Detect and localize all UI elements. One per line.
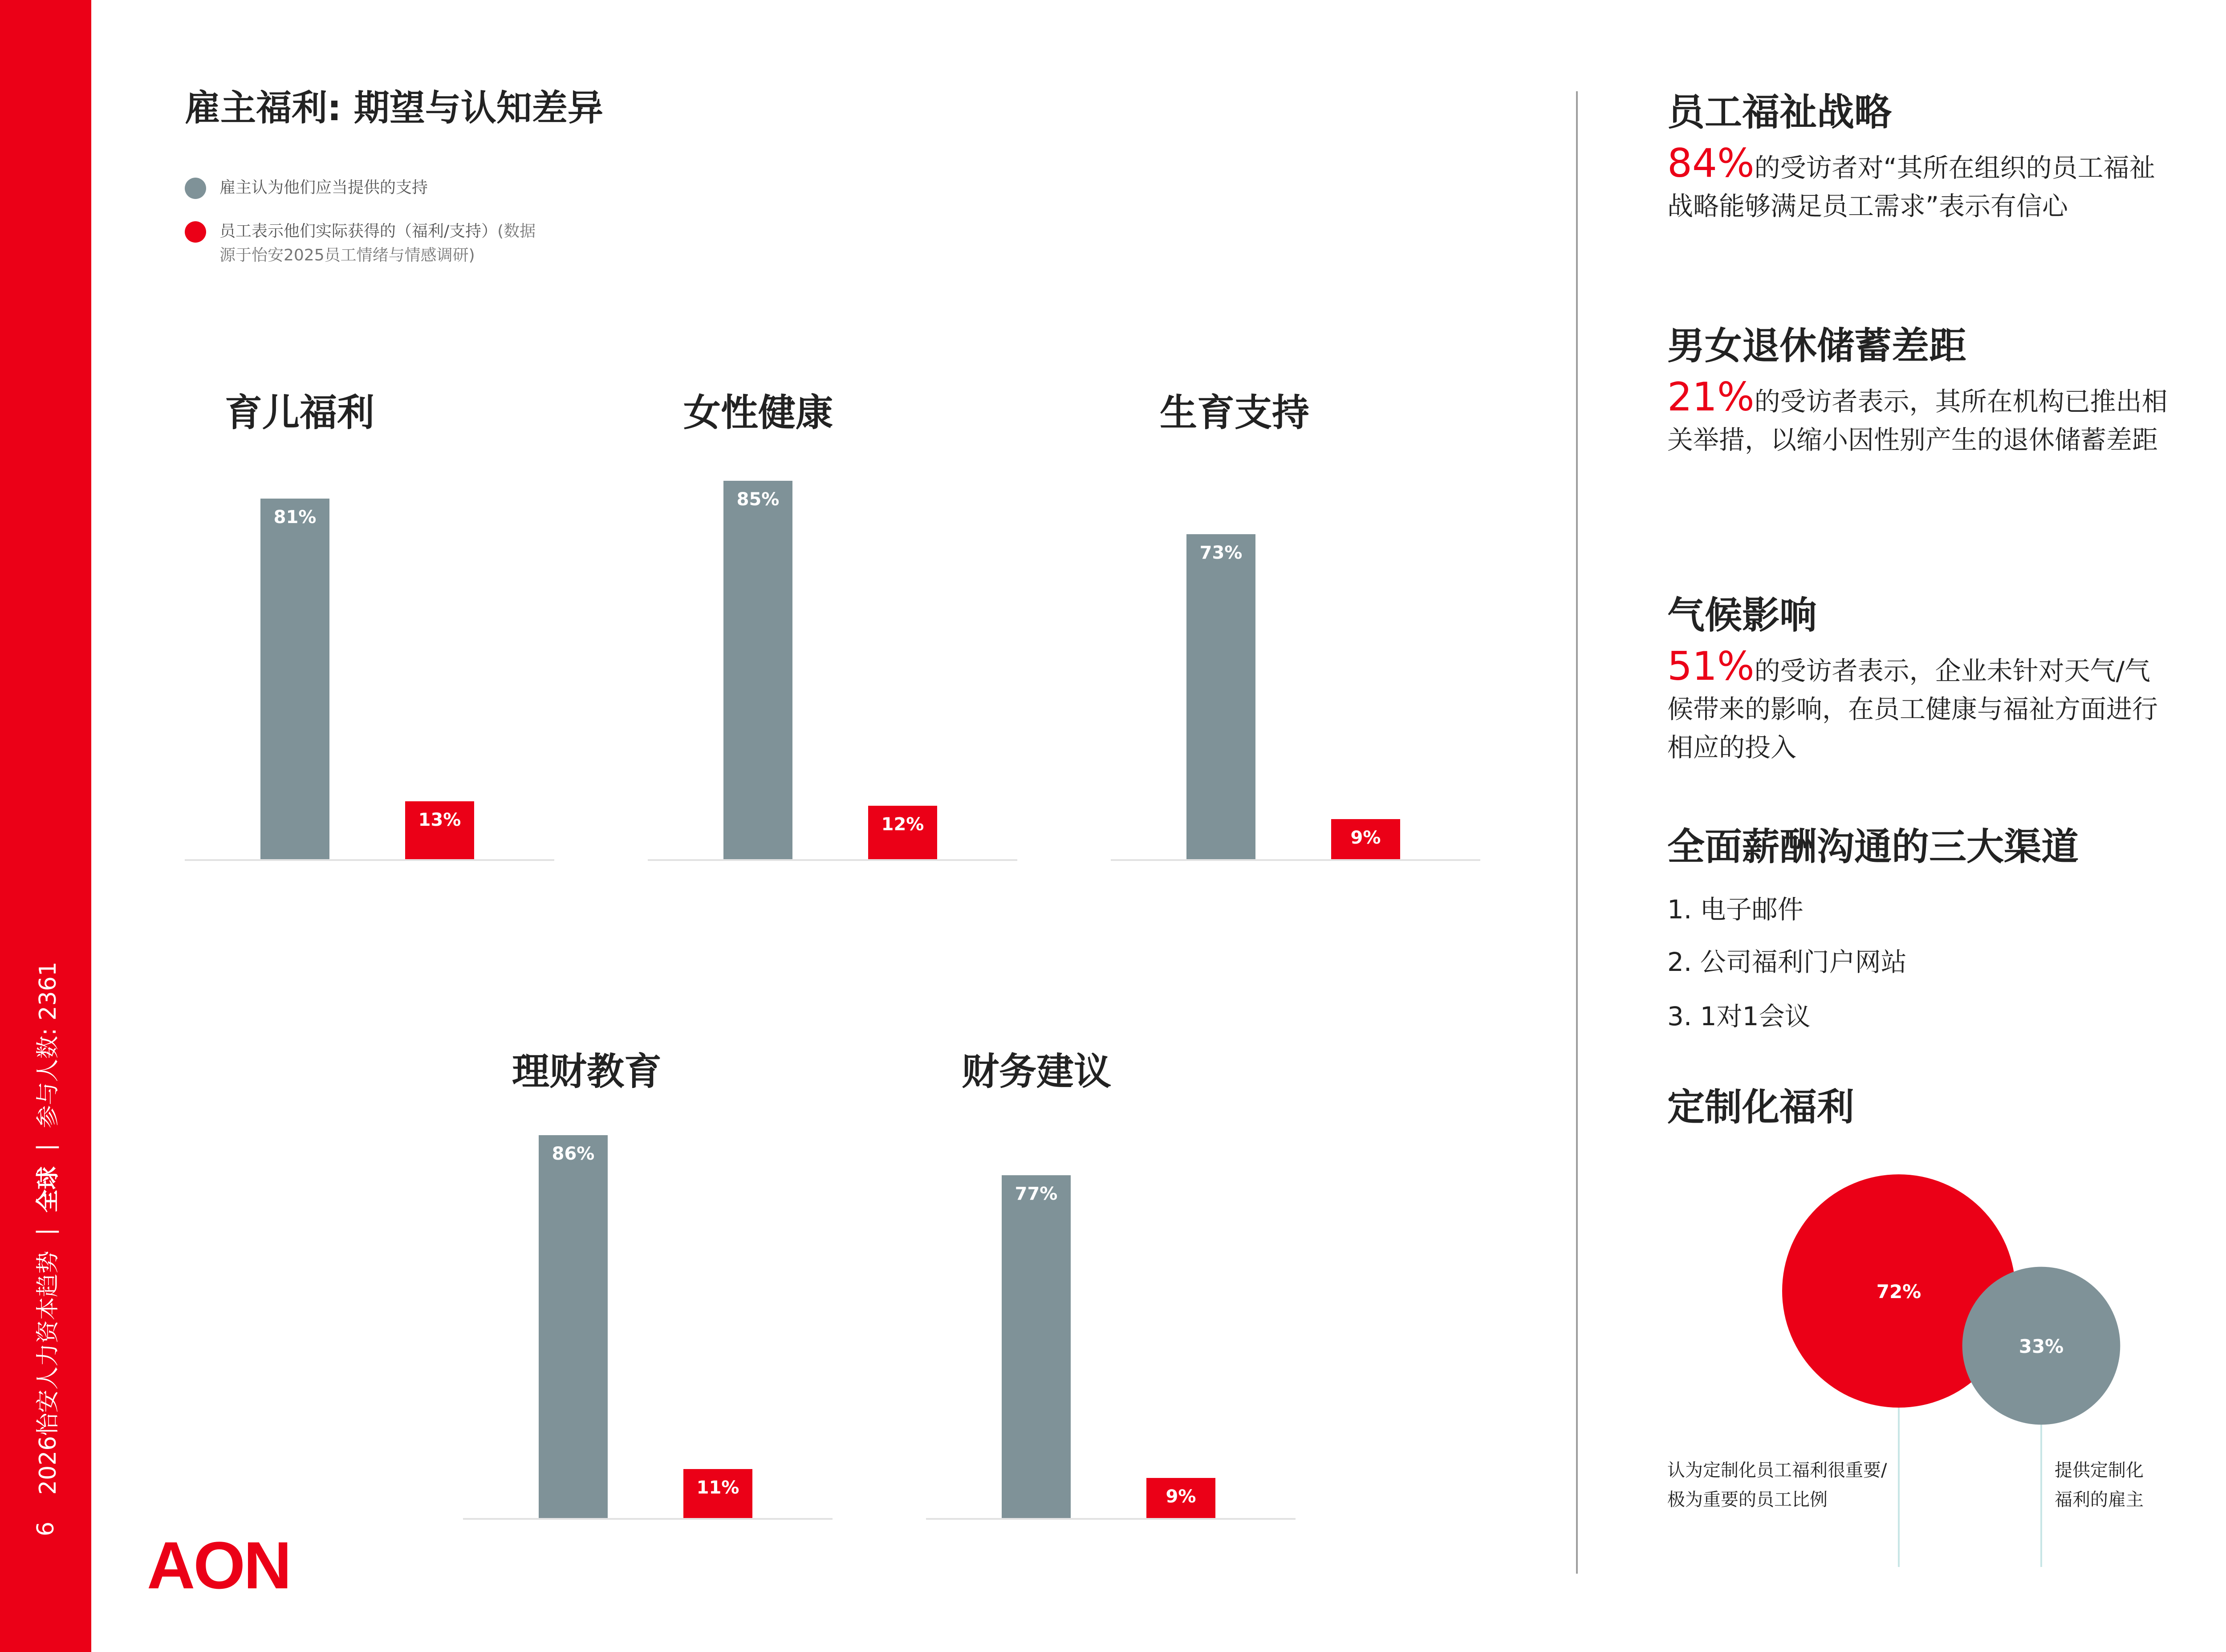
stat-text xyxy=(1667,374,2170,459)
chart-financial-education xyxy=(463,1042,833,1571)
stat-text xyxy=(1667,140,2170,225)
bar-chart-svg xyxy=(926,1126,1296,1571)
custom-benefits xyxy=(1667,1077,1854,1131)
chart-womens-health xyxy=(648,383,1017,913)
bubble-value-label: 72% xyxy=(1876,1281,1921,1303)
stat-strategy xyxy=(1667,82,2170,225)
chart-fertility xyxy=(1111,383,1480,913)
section-title: 员工福祉战略 xyxy=(1667,90,1892,134)
chart-title: 生育支持 xyxy=(1160,391,1310,434)
stat-text xyxy=(1667,643,2170,767)
bar-value-label: 9% xyxy=(1166,1486,1196,1507)
stat-climate xyxy=(1667,585,2170,767)
legend-label: 雇主认为他们应当提供的支持 xyxy=(219,179,428,197)
section-title: 男女退休储蓄差距 xyxy=(1667,324,1967,368)
chart-financial-advice xyxy=(926,1042,1296,1571)
bubble-chart xyxy=(1667,1149,2202,1576)
chart-childcare xyxy=(185,383,554,913)
stat-description: 的受访者表示，其所在机构已推出相关举措，以缩小因性别产生的退休储蓄差距 xyxy=(1667,386,2168,455)
chart-title: 女性健康 xyxy=(683,391,833,434)
legend xyxy=(185,176,550,268)
chart-title: 育儿福利 xyxy=(225,391,375,434)
bubble-caption: 提供定制化福利的雇主 xyxy=(2055,1460,2144,1510)
stat-description: 的受访者对“其所在组织的员工福祉战略能够满足员工需求”表示有信心 xyxy=(1667,153,2155,221)
bar xyxy=(260,499,329,859)
stat-description: 的受访者表示，企业未针对天气/气候带来的影响，在员工健康与福祉方面进行相应的投入 xyxy=(1667,656,2158,763)
separator: | xyxy=(32,1228,59,1236)
stat-gender-gap xyxy=(1667,316,2170,459)
section-title: 气候影响 xyxy=(1667,593,1817,637)
bubble-caption: 认为定制化员工福利很重要/极为重要的员工比例 xyxy=(1667,1460,1887,1510)
bar-chart-svg xyxy=(1111,467,1480,913)
bar-value-label: 9% xyxy=(1350,828,1381,848)
bar-value-label: 77% xyxy=(1015,1184,1058,1204)
list-item: 3. 1对1会议 xyxy=(1667,1001,1811,1031)
legend-label xyxy=(219,219,550,268)
bubble-value-label: 33% xyxy=(2019,1335,2064,1357)
participants-label: 参与人数: 2361 xyxy=(35,962,61,1128)
sidebar-caption xyxy=(0,0,91,1652)
bar-value-label: 11% xyxy=(696,1477,739,1498)
bar-chart-svg xyxy=(648,467,1017,913)
bar-value-label: 86% xyxy=(552,1144,595,1164)
bar xyxy=(723,481,792,859)
section-title: 全面薪酬沟通的三大渠道 xyxy=(1667,825,2079,869)
stat-percent: 51% xyxy=(1667,643,1755,689)
bar-value-label: 12% xyxy=(881,814,924,835)
bar-chart-svg xyxy=(463,1126,833,1571)
bar-value-label: 13% xyxy=(418,810,461,830)
chart-title: 财务建议 xyxy=(962,1050,1112,1093)
legend-label-source: (数据源于怡安2025员工情绪与情感调研) xyxy=(219,222,536,264)
legend-dot-red xyxy=(185,221,206,243)
legend-item-employer xyxy=(185,176,550,200)
stat-percent: 21% xyxy=(1667,374,1755,420)
chart-title: 理财教育 xyxy=(512,1050,662,1093)
separator: | xyxy=(32,1143,59,1152)
list-item: 1. 电子邮件 xyxy=(1667,894,1804,925)
stat-percent: 84% xyxy=(1667,140,1755,186)
bar-value-label: 85% xyxy=(736,489,780,510)
bar xyxy=(1186,534,1255,859)
page-number: 6 xyxy=(32,1521,59,1536)
legend-item-employee xyxy=(185,219,550,268)
column-divider xyxy=(1576,91,1578,1574)
bar-value-label: 81% xyxy=(273,507,317,528)
page-title: 雇主福利: 期望与认知差异 xyxy=(185,87,603,129)
channels xyxy=(1667,817,2079,1033)
bar xyxy=(539,1135,608,1518)
bar xyxy=(1002,1175,1071,1518)
scope-label: 全球 xyxy=(35,1166,61,1213)
legend-label-main: 员工表示他们实际获得的（福利/支持） xyxy=(219,222,498,240)
section-title: 定制化福利 xyxy=(1667,1085,1855,1129)
bar-value-label: 73% xyxy=(1199,543,1243,563)
legend-dot-gray xyxy=(185,178,206,199)
bar-chart-svg xyxy=(185,467,554,913)
report-title: 2026怡安人力资本趋势 xyxy=(35,1250,61,1495)
aon-logo: AON xyxy=(147,1528,290,1603)
list-item: 2. 公司福利门户网站 xyxy=(1667,947,1907,977)
